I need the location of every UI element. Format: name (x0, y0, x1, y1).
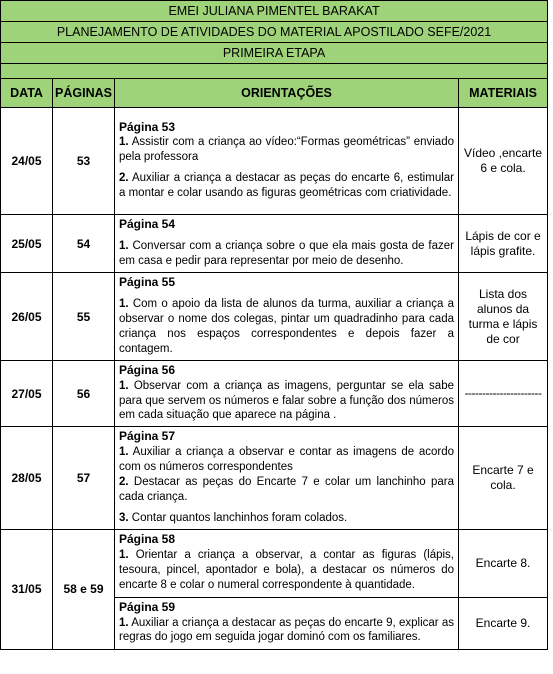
orientation-cell (115, 529, 459, 597)
instruction-item (119, 616, 454, 646)
date-cell: 31/05 (1, 529, 53, 649)
date-cell: 27/05 (1, 361, 53, 427)
item-text: Observar com a criança as imagens, perguntar se ela sabe para que servem os números e falar sobre a função dos números em cada situação que aparece na página . (119, 379, 454, 422)
pages-cell: 54 (53, 215, 115, 273)
item-text: Assistir com a criança ao vídeo:“Formas geométricas” enviado pela professora (119, 136, 454, 164)
orientation-cell (115, 215, 459, 273)
pages-cell: 55 (53, 273, 115, 361)
school-title: EMEI JULIANA PIMENTEL BARAKAT (1, 1, 548, 22)
item-text: Auxiliar a criança a destacar as peças do encarte 6, estimular a montar e colar usando as figuras geométricas com criatividade. (119, 172, 454, 200)
orientation-cell (115, 361, 459, 427)
date-cell: 24/05 (1, 108, 53, 215)
page-heading: Página 54 (119, 217, 176, 232)
spacer-row (1, 64, 548, 79)
stage-title: PRIMEIRA ETAPA (1, 43, 548, 64)
item-number: 1. (119, 616, 129, 629)
pages-cell: 53 (53, 108, 115, 215)
spacer-cell (1, 64, 548, 79)
item-number: 1. (119, 549, 129, 562)
table-row (1, 108, 548, 215)
instruction-item (119, 379, 454, 424)
item-text: Destacar as peças do Encarte 7 e colar um lanchinho para cada criança. (119, 475, 454, 503)
instruction-item (119, 171, 454, 201)
orientation-cell (115, 273, 459, 361)
item-text: Auxiliar a criança a observar e contar as imagens de acordo com os números correspondentes (119, 446, 454, 473)
page-heading: Página 57 (119, 429, 176, 444)
table-row (1, 215, 548, 273)
page-heading: Página 55 (119, 275, 176, 290)
col-orientations: ORIENTAÇÕES (115, 79, 459, 108)
page-heading: Página 58 (119, 532, 176, 547)
page-heading: Página 56 (119, 363, 176, 377)
col-date: DATA (1, 79, 53, 108)
item-text: Orientar a criança a observar, a contar as figuras (lápis, tesoura, pincel, apontador e bola), a destacar os números do encarte 8 e colar o numeral correspondente à quantidade. (119, 549, 454, 591)
date-cell: 26/05 (1, 273, 53, 361)
item-number: 2. (119, 475, 129, 488)
item-number: 1. (119, 136, 129, 149)
col-pages: PÁGINAS (53, 79, 115, 108)
stage-title-row (1, 43, 548, 64)
instruction-item (119, 297, 454, 357)
pages-cell: 58 e 59 (53, 529, 115, 649)
item-text: Com o apoio da lista de alunos da turma, auxiliar a criança a observar o nome dos colegas, pintar um quadradinho para cada criança nos espaços correspondentes e depois fazer a contagem. (119, 297, 454, 355)
materials-cell: Encarte 9. (459, 597, 548, 649)
item-number: 2. (119, 172, 129, 185)
pages-cell: 57 (53, 427, 115, 529)
instruction-item (119, 475, 454, 505)
page-heading: Página 53 (119, 119, 176, 134)
item-number: 1. (119, 239, 129, 252)
materials-cell: ---------------------- (459, 361, 548, 427)
orientation-cell (115, 108, 459, 215)
date-cell: 28/05 (1, 427, 53, 529)
materials-cell: Lápis de cor e lápis grafite. (459, 215, 548, 273)
item-text: Contar quantos lanchinhos foram colados. (128, 511, 348, 524)
instruction-item (119, 511, 454, 526)
orientation-cell (115, 597, 459, 649)
pages-cell: 56 (53, 361, 115, 427)
table-row (1, 361, 548, 427)
table-row (1, 529, 548, 597)
instruction-item (119, 445, 454, 475)
plan-title-row (1, 22, 548, 43)
instruction-item (119, 239, 454, 269)
col-materials: MATERIAIS (459, 79, 548, 108)
item-number: 1. (119, 297, 129, 310)
column-header-row (1, 79, 548, 108)
materials-cell: Encarte 8. (459, 529, 548, 597)
table-row (1, 427, 548, 529)
item-text: Auxiliar a criança a destacar as peças do encarte 9, explicar as regras do jogo em seguida jogar dominó com os familiares. (119, 616, 454, 644)
item-number: 3. (119, 511, 129, 524)
school-title-row (1, 1, 548, 22)
item-text: Conversar com a criança sobre o que ela mais gosta de fazer em casa e pedir para representar por meio de desenho. (119, 239, 454, 267)
materials-cell: Lista dos alunos da turma e lápis de cor (459, 273, 548, 361)
item-number: 1. (119, 446, 129, 458)
item-number: 1. (119, 379, 129, 392)
instruction-item (119, 548, 454, 593)
materials-cell: Vídeo ,encarte 6 e cola. (459, 108, 548, 215)
plan-title: PLANEJAMENTO DE ATIVIDADES DO MATERIAL APOSTILADO SEFE/2021 (1, 22, 548, 43)
date-cell: 25/05 (1, 215, 53, 273)
materials-cell: Encarte 7 e cola. (459, 427, 548, 529)
page-heading: Página 59 (119, 599, 176, 614)
orientation-cell (115, 427, 459, 529)
instruction-item (119, 135, 454, 165)
table-row (1, 273, 548, 361)
